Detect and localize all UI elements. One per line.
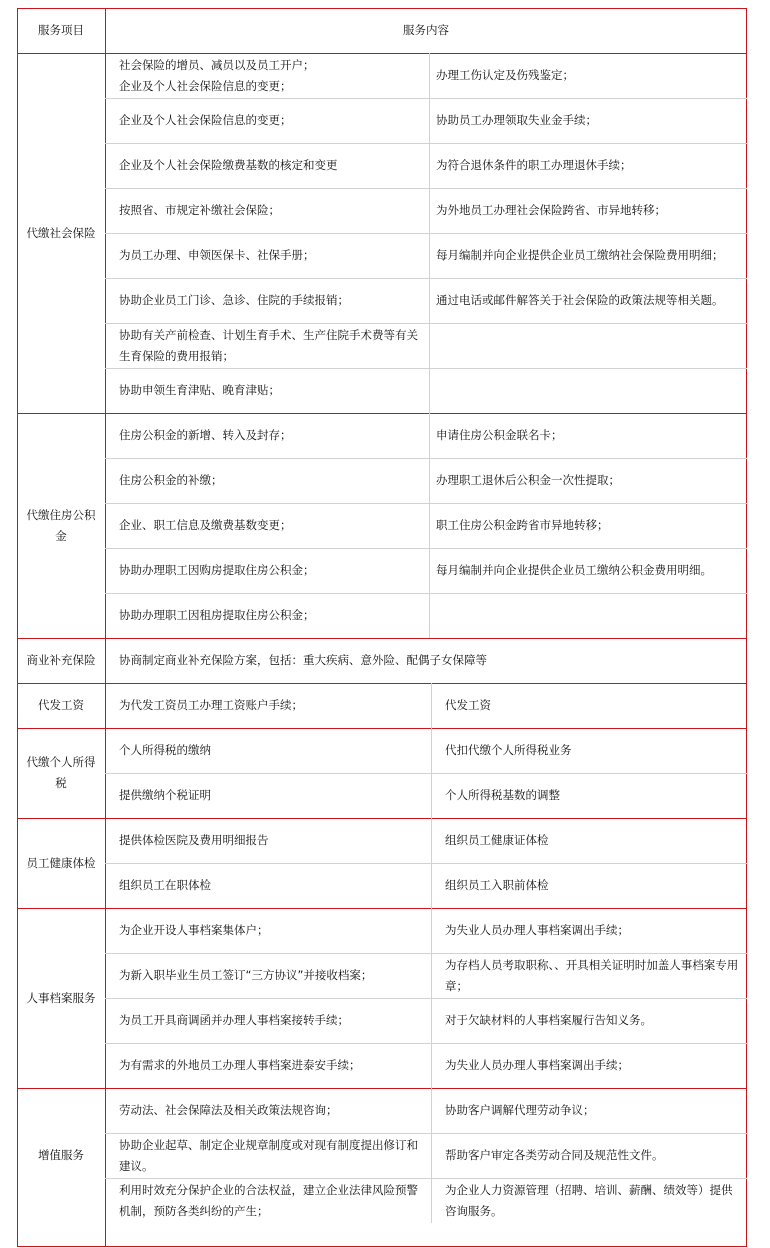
row-content-right-text: 对于欠缺材料的人事档案履行告知义务。 <box>445 1013 652 1027</box>
column-divider <box>429 413 430 638</box>
row-content-left-text: 协助企业员工门诊、急诊、住院的手续报销； <box>119 293 349 307</box>
category-name-text: 员工健康体检 <box>26 855 96 870</box>
row-content-right <box>431 953 747 998</box>
row-content-left <box>105 818 431 863</box>
row-divider <box>105 773 747 774</box>
row-content-right <box>431 773 747 818</box>
row-content-left <box>105 458 429 503</box>
row-content-right <box>429 593 747 638</box>
row-content-right <box>429 98 747 143</box>
column-divider <box>429 53 430 413</box>
row-content-right <box>431 728 747 773</box>
row-divider <box>105 593 747 594</box>
row-content-left <box>105 1133 431 1178</box>
row-content-right <box>429 53 747 98</box>
row-content-right <box>431 1133 747 1178</box>
row-content-right-text: 组织员工入职前体检 <box>445 878 549 892</box>
row-divider <box>105 233 747 234</box>
row-divider <box>105 863 747 864</box>
row-content-right-text: 职工住房公积金跨省市异地转移； <box>436 518 609 532</box>
row-content-left-text: 企业及个人社会保险信息的变更； <box>119 113 292 127</box>
row-content-left <box>105 53 429 98</box>
row-content-right <box>431 1043 747 1088</box>
row-content-right-text: 通过电话或邮件解答关于社会保险的政策法规等相关题。 <box>436 293 724 307</box>
row-content-right-text: 为存档人员考取职称、、开具相关证明时加盖人事档案专用章； <box>445 957 739 993</box>
category-name <box>17 818 105 908</box>
row-divider <box>105 1043 747 1044</box>
row-content-left-text: 住房公积金的补缴； <box>119 473 223 487</box>
row-content-left-text: 企业、职工信息及缴费基数变更； <box>119 518 292 532</box>
row-content-left <box>105 233 429 278</box>
row-content-left <box>105 278 429 323</box>
row-divider <box>105 998 747 999</box>
row-content-right-text: 个人所得税基数的调整 <box>445 788 560 802</box>
row-content-full-text: 协商制定商业补充保险方案，包括：重大疾病、意外险、配偶子女保障等 <box>119 653 487 667</box>
row-content-right <box>431 1088 747 1133</box>
row-divider <box>105 188 747 189</box>
category-name <box>17 683 105 728</box>
row-content-left <box>105 863 431 908</box>
category-name-text: 商业补充保险 <box>26 653 96 667</box>
row-content-left <box>105 188 429 233</box>
row-content-left <box>105 998 431 1043</box>
row-content-left <box>105 143 429 188</box>
category-name-text: 人事档案服务 <box>26 990 96 1005</box>
row-content-right-text: 申请住房公积金联名卡； <box>436 428 563 442</box>
row-content-right <box>429 188 747 233</box>
row-content-left <box>105 1043 431 1088</box>
row-content-left <box>105 548 429 593</box>
row-content-right-text: 组织员工健康证体检 <box>445 833 549 847</box>
row-content-right <box>429 503 747 548</box>
row-content-left <box>105 323 429 368</box>
row-content-full <box>105 638 747 683</box>
category-name <box>17 53 105 413</box>
row-content-left-text: 提供缴纳个税证明 <box>119 788 211 802</box>
category-name <box>17 728 105 818</box>
row-content-right-text: 代扣代缴个人所得税业务 <box>445 743 572 757</box>
header-content-text: 服务内容 <box>403 23 449 37</box>
row-content-left-text: 为新入职毕业生员工签订“三方协议”并接收档案； <box>119 968 373 982</box>
row-content-left-text: 为员工办理、申领医保卡、社保手册； <box>119 248 315 262</box>
row-content-right <box>431 908 747 953</box>
row-content-left <box>105 413 429 458</box>
row-content-right-text: 协助员工办理领取失业金手续； <box>436 113 597 127</box>
row-content-left-text: 协助申领生育津贴、晚育津贴； <box>119 383 280 397</box>
row-content-right <box>431 1178 747 1223</box>
row-content-left <box>105 728 431 773</box>
column-divider <box>431 683 432 728</box>
row-content-right-text: 帮助客户审定各类劳动合同及规范性文件。 <box>445 1148 664 1162</box>
category-name <box>17 638 105 683</box>
row-content-left-text: 企业及个人社会保险缴费基数的核定和变更 <box>119 158 338 172</box>
row-content-left-text: 为代发工资员工办理工资账户手续； <box>119 698 303 712</box>
row-content-left <box>105 908 431 953</box>
row-divider <box>105 278 747 279</box>
category-name <box>17 413 105 638</box>
row-content-left-text: 为员工开具商调函并办理人事档案接转手续； <box>119 1013 349 1027</box>
row-content-left-text: 提供体检医院及费用明细报告 <box>119 833 269 847</box>
row-content-left-text: 利用时效充分保护企业的合法权益，建立企业法律风险预警机制，预防各类纠纷的产生； <box>119 1182 418 1218</box>
row-content-right <box>429 278 747 323</box>
row-content-right-text: 协助客户调解代理劳动争议； <box>445 1103 595 1117</box>
row-content-right <box>429 548 747 593</box>
row-content-left-text: 住房公积金的新增、转入及封存； <box>119 428 292 442</box>
row-content-left <box>105 503 429 548</box>
row-divider <box>105 953 747 954</box>
row-content-left-text: 为企业开设人事档案集体户； <box>119 923 269 937</box>
row-content-right-text: 为失业人员办理人事档案调出手续； <box>445 923 629 937</box>
row-content-right <box>431 818 747 863</box>
row-content-left-text: 劳动法、社会保障法及相关政策法规咨询； <box>119 1103 338 1117</box>
row-divider <box>105 548 747 549</box>
category-name-text: 增值服务 <box>38 1148 84 1162</box>
row-content-right <box>429 233 747 278</box>
row-divider <box>105 1178 747 1179</box>
row-content-left-text: 个人所得税的缴纳 <box>119 743 211 757</box>
category-name-text: 代缴住房公积 金 <box>26 507 96 543</box>
category-name <box>17 1088 105 1223</box>
header-item <box>17 8 105 53</box>
row-content-right <box>431 998 747 1043</box>
column-divider <box>431 728 432 818</box>
row-content-right-text: 办理职工退休后公积金一次性提取； <box>436 473 620 487</box>
row-content-left <box>105 1178 431 1223</box>
category-name-text: 代缴个人所得税 <box>26 755 96 790</box>
header-content <box>105 8 747 53</box>
row-content-left-text: 为有需求的外地员工办理人事档案进泰安手续； <box>119 1058 361 1072</box>
row-content-right-text: 为外地员工办理社会保险跨省、市异地转移； <box>436 203 666 217</box>
row-content-left-text: 协助企业起草、制定企业规章制度或对现有制度提出修订和建议。 <box>119 1137 418 1173</box>
category-name-text: 代发工资 <box>38 698 84 712</box>
row-content-left <box>105 593 429 638</box>
row-content-left-text: 组织员工在职体检 <box>119 878 211 892</box>
row-content-left <box>105 953 431 998</box>
row-content-left <box>105 368 429 413</box>
row-content-right-text: 每月编制并向企业提供企业员工缴纳公积金费用明细。 <box>436 563 712 577</box>
row-content-right-text: 为企业人力资源管理（招聘、培训、薪酬、绩效等）提供咨询服务。 <box>445 1182 733 1218</box>
row-content-left <box>105 1088 431 1133</box>
row-divider <box>105 323 747 324</box>
row-content-right <box>429 368 747 413</box>
column-divider <box>431 908 432 1088</box>
row-content-right-text: 代发工资 <box>445 698 491 712</box>
row-divider <box>105 143 747 144</box>
column-divider <box>431 1088 432 1223</box>
row-content-left-text: 协助办理职工因租房提取住房公积金； <box>119 608 315 622</box>
row-content-right <box>431 863 747 908</box>
row-divider <box>105 1133 747 1134</box>
row-content-left-text: 按照省、市规定补缴社会保险； <box>119 203 280 217</box>
row-content-left <box>105 98 429 143</box>
category-name <box>17 908 105 1088</box>
column-divider <box>431 818 432 908</box>
row-divider <box>105 503 747 504</box>
row-content-right <box>429 413 747 458</box>
row-divider <box>105 368 747 369</box>
category-name-text: 代缴社会保险 <box>26 225 96 240</box>
row-content-right <box>429 323 747 368</box>
header-item-text: 服务项目 <box>38 23 84 37</box>
row-content-left <box>105 683 431 728</box>
row-content-left-text: 协助办理职工因购房提取住房公积金； <box>119 563 315 577</box>
row-divider <box>105 98 747 99</box>
row-content-left-text: 社会保险的增员、减员以及员工开户； 企业及个人社会保险信息的变更； <box>119 57 315 93</box>
row-content-left <box>105 773 431 818</box>
row-divider <box>105 458 747 459</box>
row-content-right-text: 为失业人员办理人事档案调出手续； <box>445 1058 629 1072</box>
row-content-right-text: 每月编制并向企业提供企业员工缴纳社会保险费用明细； <box>436 248 724 262</box>
row-content-right-text: 为符合退休条件的职工办理退休手续； <box>436 158 632 172</box>
row-content-right <box>431 683 747 728</box>
row-content-right <box>429 458 747 503</box>
row-content-right <box>429 143 747 188</box>
row-content-left-text: 协助有关产前检查、计划生育手术、生产住院手术费等有关生育保险的费用报销； <box>119 327 418 363</box>
row-content-right-text: 办理工伤认定及伤残鉴定； <box>436 68 574 82</box>
